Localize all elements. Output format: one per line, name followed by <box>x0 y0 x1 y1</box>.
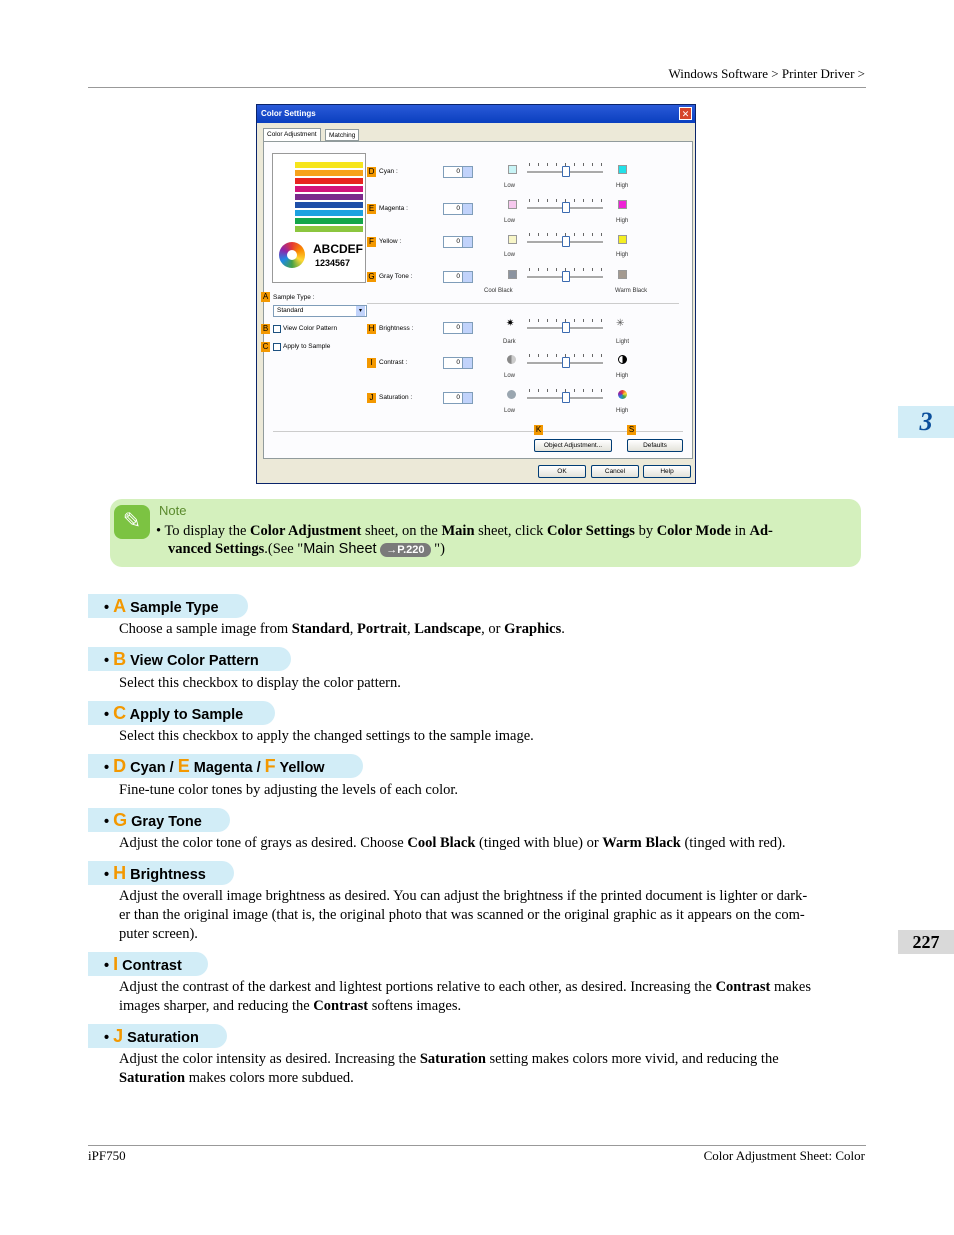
section-title: Saturation <box>127 1030 199 1046</box>
spin-arrows-icon[interactable] <box>462 204 472 214</box>
text-run: . <box>561 621 565 637</box>
slider-tick <box>592 389 593 392</box>
bold-run: Warm Black <box>602 835 681 851</box>
pencil <box>295 186 363 192</box>
section-letter: H <box>113 863 127 883</box>
contrast-low-label: Low <box>504 373 516 379</box>
slider-tick <box>583 163 584 166</box>
section-separator: / <box>252 760 265 776</box>
brightness-dark-label: Dark <box>503 339 516 345</box>
yellow-high-label: High <box>616 252 629 258</box>
body-cyan-magenta-yellow: Fine-tune color tones by adjusting the levels of each color. <box>119 782 459 798</box>
bold-run: Portrait <box>357 621 407 637</box>
gray-tone-slider-thumb[interactable] <box>562 271 570 282</box>
marker-b: B <box>262 324 269 333</box>
text-run: Adjust the color intensity as desired. Increasing the <box>119 1051 420 1067</box>
yellow-low-label: Low <box>504 252 516 258</box>
sample-type-select[interactable] <box>273 305 367 317</box>
slider-tick <box>583 233 584 236</box>
help-button[interactable]: Help <box>643 465 691 478</box>
text-run: , <box>406 621 415 637</box>
section-heading-saturation: • J Saturation <box>88 1024 227 1048</box>
marker-d: D <box>368 167 375 176</box>
marker-h: H <box>368 324 375 333</box>
bold-run: Saturation <box>419 1051 486 1067</box>
dialog-title: Color Settings <box>257 105 695 123</box>
pencil <box>295 170 363 176</box>
slider-tick <box>565 163 566 166</box>
sample-preview-image <box>272 153 366 283</box>
slider-tick <box>547 268 548 271</box>
section-letter: I <box>113 954 119 974</box>
slider-tick <box>592 163 593 166</box>
slider-tick <box>538 354 539 357</box>
text-line <box>119 978 869 997</box>
section-heading-brightness: • H Brightness <box>88 861 234 885</box>
slider-tick <box>601 268 602 271</box>
note-text-run: .(See " <box>264 541 304 557</box>
separator <box>273 431 683 432</box>
body-contrast <box>119 978 869 1016</box>
slider-tick <box>529 268 530 271</box>
slider-tick <box>556 233 557 236</box>
contrast-high-label: High <box>616 373 629 379</box>
bold-run: Landscape <box>414 621 482 637</box>
section-letter: D <box>113 756 127 776</box>
spin-arrows-icon[interactable] <box>462 323 472 333</box>
section-letter: F <box>264 756 276 776</box>
slider-tick <box>583 268 584 271</box>
slider-tick <box>556 389 557 392</box>
running-header: Windows Software > Printer Driver > <box>668 66 865 81</box>
saturation-value: 0 <box>456 394 460 401</box>
slider-tick <box>574 163 575 166</box>
section-letter: B <box>113 649 127 669</box>
section-title: View Color Pattern <box>130 653 259 669</box>
main-sheet-link[interactable]: Main Sheet <box>303 541 377 557</box>
spin-arrows-icon[interactable] <box>462 272 472 282</box>
brightness-value: 0 <box>456 324 460 331</box>
body-gray-tone <box>119 834 869 853</box>
spin-arrows-icon[interactable] <box>462 237 472 247</box>
saturation-slider-thumb[interactable] <box>562 392 570 403</box>
header-rule <box>88 87 866 88</box>
section-heading-sample-type: • A Sample Type <box>88 594 248 618</box>
slider-tick <box>565 199 566 202</box>
pencil <box>295 218 363 224</box>
cyan-stepper[interactable] <box>443 166 473 178</box>
note-text-run: ") <box>430 541 445 557</box>
magenta-slider-thumb[interactable] <box>562 202 570 213</box>
slider-tick <box>529 319 530 322</box>
magenta-high-label: High <box>616 218 629 224</box>
cyan-high-swatch <box>618 165 627 174</box>
yellow-label: Yellow : <box>379 238 402 245</box>
magenta-low-swatch <box>508 200 517 209</box>
text-run: , <box>349 621 358 637</box>
contrast-label: Contrast : <box>379 359 408 366</box>
saturation-high-icon <box>618 390 627 399</box>
apply-to-sample-checkbox[interactable] <box>273 343 281 351</box>
pencil-note-icon: ✎ <box>114 505 150 539</box>
text-run: Adjust the color tone of grays as desired. Choose <box>119 835 408 851</box>
gray-cool-swatch <box>508 270 517 279</box>
object-adjustment-button[interactable]: Object Adjustment... <box>534 439 612 452</box>
slider-tick <box>529 389 530 392</box>
footer-model: iPF750 <box>88 1148 126 1163</box>
text-run: makes colors more subdued. <box>185 1070 354 1086</box>
yellow-slider-thumb[interactable] <box>562 236 570 247</box>
section-separator: / <box>165 760 178 776</box>
slider-tick <box>556 354 557 357</box>
bold-run: Contrast <box>313 998 369 1014</box>
slider-tick <box>529 233 530 236</box>
gray-tone-stepper[interactable] <box>443 271 473 283</box>
slider-tick <box>574 233 575 236</box>
brightness-light-label: Light <box>616 339 630 345</box>
pencil <box>295 210 363 216</box>
slider-tick <box>592 319 593 322</box>
slider-tick <box>592 268 593 271</box>
magenta-high-swatch <box>618 200 627 209</box>
cool-black-label: Cool Black <box>484 288 513 294</box>
cyan-slider-thumb[interactable] <box>562 166 570 177</box>
section-title: Gray Tone <box>131 814 202 830</box>
note-bold-run: Ad- <box>749 523 773 539</box>
slider-tick <box>565 233 566 236</box>
magenta-label: Magenta : <box>379 205 408 212</box>
brightness-slider-thumb[interactable] <box>562 322 570 333</box>
slider-tick <box>574 199 575 202</box>
footer-rule <box>88 1145 866 1146</box>
slider-tick <box>556 199 557 202</box>
spin-arrows-icon[interactable] <box>462 167 472 177</box>
view-color-pattern-checkbox[interactable] <box>273 325 281 333</box>
spin-arrows-icon[interactable] <box>462 393 472 403</box>
page-number: 227 <box>898 930 954 954</box>
slider-tick <box>583 354 584 357</box>
slider-tick <box>565 354 566 357</box>
slider-tick <box>538 268 539 271</box>
slider-tick <box>538 319 539 322</box>
slider-tick <box>565 319 566 322</box>
text-line: Adjust the overall image brightness as desired. You can adjust the brightness if the printed document is lighter or dark- <box>119 888 808 904</box>
slider-tick <box>538 389 539 392</box>
text-line: er than the original image (that is, the original photo that was scanned or the original graphic as it appears on the com- <box>119 907 805 923</box>
slider-tick <box>574 389 575 392</box>
slider-tick <box>592 354 593 357</box>
bold-run: Contrast <box>715 979 771 995</box>
color-wheel-logo <box>279 242 305 268</box>
text-line <box>119 997 869 1016</box>
gray-tone-label: Gray Tone : <box>379 273 413 280</box>
section-title: Apply to Sample <box>129 707 244 723</box>
magenta-stepper[interactable] <box>443 203 473 215</box>
text-line <box>119 1050 869 1069</box>
saturation-stepper[interactable] <box>443 392 473 404</box>
yellow-high-swatch <box>618 235 627 244</box>
section-title: Sample Type <box>130 600 219 616</box>
body-apply-to-sample: Select this checkbox to apply the changed settings to the sample image. <box>119 728 534 744</box>
note-text-run: To display the <box>164 523 251 539</box>
text-line: puter screen). <box>119 926 198 942</box>
slider-tick <box>556 268 557 271</box>
yellow-stepper[interactable] <box>443 236 473 248</box>
contrast-stepper[interactable] <box>443 357 473 369</box>
marker-k: K <box>535 425 542 434</box>
text-line <box>119 1069 869 1088</box>
note-bold-run: Main <box>441 523 475 539</box>
brightness-label: Brightness : <box>379 325 414 332</box>
slider-tick <box>601 319 602 322</box>
slider-tick <box>583 389 584 392</box>
ok-button[interactable]: OK <box>538 465 586 478</box>
slider-tick <box>574 268 575 271</box>
magenta-low-label: Low <box>504 218 516 224</box>
marker-c: C <box>262 342 269 351</box>
slider-tick <box>601 199 602 202</box>
defaults-button[interactable]: Defaults <box>627 439 683 452</box>
cyan-low-label: Low <box>504 183 516 189</box>
pencil <box>295 226 363 232</box>
note-text-run: by <box>634 523 657 539</box>
body-brightness <box>119 887 869 944</box>
slider-tick <box>547 354 548 357</box>
text-run: makes <box>770 979 812 995</box>
text-run: (tinged with red). <box>680 835 786 851</box>
close-icon[interactable]: ✕ <box>679 107 692 120</box>
note-bold-run: Color Mode <box>656 523 731 539</box>
text-run: images sharper, and reducing the <box>119 998 314 1014</box>
contrast-high-icon <box>618 355 627 364</box>
section-heading-view-color-pattern: • B View Color Pattern <box>88 647 291 671</box>
slider-tick <box>574 319 575 322</box>
marker-g: G <box>368 272 375 281</box>
slider-tick <box>574 354 575 357</box>
section-title: Cyan <box>130 760 166 776</box>
sample-type-value: Standard <box>277 307 304 314</box>
text-run: Choose a sample image from <box>119 621 292 637</box>
slider-tick <box>601 233 602 236</box>
tab-color-adjustment[interactable]: Color Adjustment <box>263 128 321 141</box>
gray-warm-swatch <box>618 270 627 279</box>
text-run: softens images. <box>368 998 462 1014</box>
marker-f: F <box>367 237 376 247</box>
sun-light-icon: ✳ <box>616 318 625 329</box>
section-letter: J <box>113 1026 124 1046</box>
slider-tick <box>583 319 584 322</box>
slider-tick <box>556 319 557 322</box>
body-sample-type <box>119 620 869 639</box>
view-color-pattern-label: View Color Pattern <box>283 325 338 332</box>
slider-tick <box>547 199 548 202</box>
marker-e: E <box>368 204 375 213</box>
separator <box>367 303 679 304</box>
bold-run: Cool Black <box>407 835 476 851</box>
saturation-low-icon <box>507 390 516 399</box>
section-heading-contrast: • I Contrast <box>88 952 208 976</box>
text-run: setting makes colors more vivid, and reducing the <box>485 1051 779 1067</box>
section-heading-cyan-magenta-yellow: • D Cyan / E Magenta / F Yellow <box>88 754 363 778</box>
pencil <box>295 162 363 168</box>
warm-black-label: Warm Black <box>615 288 648 294</box>
slider-tick <box>529 199 530 202</box>
slider-tick <box>592 199 593 202</box>
slider-tick <box>583 199 584 202</box>
marker-s: S <box>628 425 635 434</box>
slider-tick <box>601 389 602 392</box>
apply-to-sample-label: Apply to Sample <box>283 343 331 350</box>
section-letter: C <box>113 703 127 723</box>
preview-text-numbers: 1234567 <box>315 258 351 268</box>
body-saturation <box>119 1050 869 1088</box>
yellow-low-swatch <box>508 235 517 244</box>
bold-run: Graphics <box>504 621 562 637</box>
color-settings-dialog <box>256 104 696 484</box>
text-run: , or <box>481 621 505 637</box>
slider-tick <box>592 233 593 236</box>
yellow-value: 0 <box>456 238 460 245</box>
sun-dark-icon: ✷ <box>506 318 515 329</box>
section-title: Contrast <box>122 958 182 974</box>
slider-tick <box>565 268 566 271</box>
section-letter: A <box>113 596 127 616</box>
gray-tone-value: 0 <box>456 273 460 280</box>
note-title: Note <box>159 503 187 518</box>
slider-tick <box>547 163 548 166</box>
preview-text-letters: ABCDEF <box>313 242 363 256</box>
slider-tick <box>547 233 548 236</box>
slider-tick <box>601 163 602 166</box>
footer-section: Color Adjustment Sheet: Color <box>703 1148 865 1163</box>
brightness-stepper[interactable] <box>443 322 473 334</box>
marker-i: I <box>367 358 376 368</box>
slider-tick <box>529 163 530 166</box>
cancel-button[interactable]: Cancel <box>591 465 639 478</box>
section-heading-apply-to-sample: • C Apply to Sample <box>88 701 275 725</box>
slider-tick <box>538 233 539 236</box>
section-letter: G <box>113 810 128 830</box>
contrast-value: 0 <box>456 359 460 366</box>
spin-arrows-icon[interactable] <box>462 358 472 368</box>
sample-type-label: Sample Type : <box>273 294 315 301</box>
contrast-low-icon <box>507 355 516 364</box>
section-title: Brightness <box>130 867 206 883</box>
bold-run: Standard <box>291 621 350 637</box>
note-text-run: sheet, on the <box>361 523 442 539</box>
slider-tick <box>565 389 566 392</box>
chevron-down-icon: ▾ <box>356 306 365 316</box>
note-text <box>156 522 836 558</box>
cyan-low-swatch <box>508 165 517 174</box>
saturation-low-label: Low <box>504 408 516 414</box>
section-letter: E <box>177 756 190 776</box>
note-bold-run: vanced Settings <box>168 541 265 557</box>
pencil <box>295 178 363 184</box>
marker-a: A <box>262 292 269 301</box>
slider-tick <box>556 163 557 166</box>
note-bold-run: Color Settings <box>547 523 635 539</box>
slider-tick <box>547 389 548 392</box>
section-heading-gray-tone: • G Gray Tone <box>88 808 230 832</box>
text-run: Adjust the contrast of the darkest and lightest portions relative to each other, as desired. Increasing the <box>119 979 716 995</box>
pencil <box>295 202 363 208</box>
slider-tick <box>538 163 539 166</box>
slider-tick <box>538 199 539 202</box>
pencil <box>295 194 363 200</box>
note-bullet: • <box>156 523 162 539</box>
magenta-value: 0 <box>456 205 460 212</box>
marker-j: J <box>367 393 376 403</box>
tab-matching[interactable]: Matching <box>325 129 359 141</box>
page-ref-badge[interactable]: →P.220 <box>380 543 430 557</box>
note-bold-run: Color Adjustment <box>250 523 362 539</box>
bold-run: Saturation <box>119 1070 186 1086</box>
chapter-tab: 3 <box>898 406 954 438</box>
cyan-value: 0 <box>456 168 460 175</box>
slider-tick <box>529 354 530 357</box>
note-text-run: in <box>730 523 750 539</box>
saturation-high-label: High <box>616 408 629 414</box>
section-title: Magenta <box>193 760 253 776</box>
cyan-high-label: High <box>616 183 629 189</box>
saturation-label: Saturation : <box>379 394 413 401</box>
text-run: (tinged with blue) or <box>475 835 603 851</box>
contrast-slider-thumb[interactable] <box>562 357 570 368</box>
note-text-run: sheet, click <box>474 523 547 539</box>
body-view-color-pattern: Select this checkbox to display the color pattern. <box>119 675 401 691</box>
slider-tick <box>601 354 602 357</box>
cyan-label: Cyan : <box>379 168 398 175</box>
section-title: Yellow <box>279 760 325 776</box>
slider-tick <box>547 319 548 322</box>
